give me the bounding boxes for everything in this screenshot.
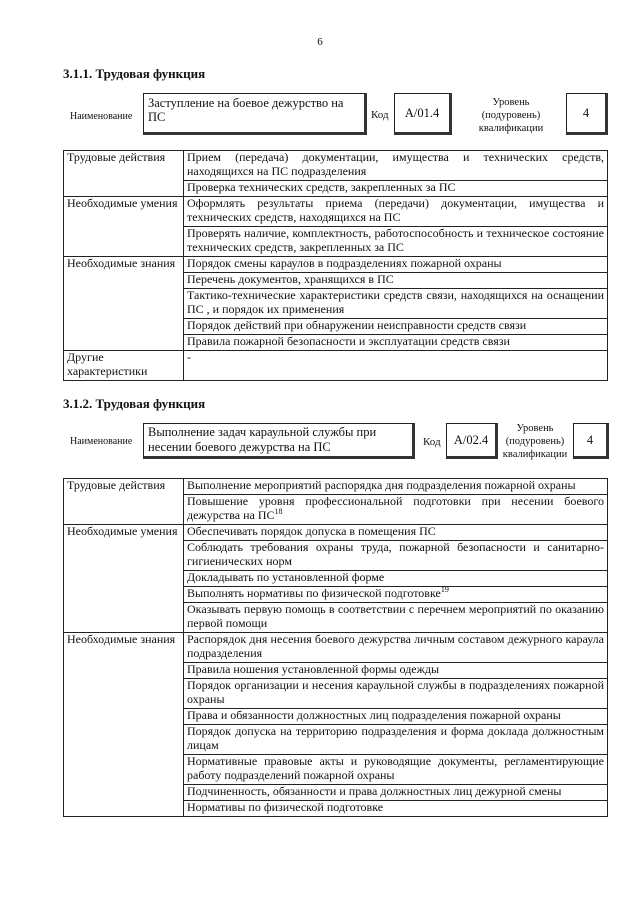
code-value: А/01.4 [404,106,440,120]
level-label [466,96,556,135]
footnote-mark: 19 [440,585,449,594]
table-cell: Выполнение мероприятий распорядка дня подразделения пожарной охраны [184,479,608,495]
level-value: 4 [582,106,590,120]
table-row [64,197,608,227]
row-label: Необходимые знания [64,257,184,351]
table-cell: Тактико-технические характеристики средств связи, находящихся на оснащении ПС , и порядок их применения [184,289,608,319]
table-row [64,633,608,663]
table-cell: Оформлять результаты приема (передачи) документации, имущества и технических средств, находящихся на ПС [184,197,608,227]
row-label: Необходимые знания [64,633,184,817]
table-cell: Обеспечивать порядок допуска в помещения ПС [184,525,608,541]
table-cell: Нормативные правовые акты и руководящие документы, регламентирующие работу подразделений пожарной охраны [184,755,608,785]
name-label: Наименование [70,111,133,122]
row-label: Необходимые умения [64,197,184,257]
level-box [573,423,609,459]
table-cell: Нормативы по физической подготовке [184,801,608,817]
section-heading: 3.1.2. Трудовая функция [63,396,206,411]
section-heading: 3.1.1. Трудовая функция [63,66,206,81]
table-cell: Проверка технических средств, закрепленных за ПС [184,181,608,197]
table-cell: Порядок допуска на территорию подразделения и форма доклада должностным лицам [184,725,608,755]
cell-text: Выполнять нормативы по физической подготовке [187,586,441,600]
footnote-mark: 18 [274,506,283,516]
table-cell: Прием (передача) документации, имущества и технических средств, находящихся на ПС подразделения [184,151,608,181]
code-box [446,423,498,459]
function-name-box [143,423,415,459]
level-label-line: (подуровень) [481,110,541,121]
table-cell: Правила ношения установленной формы одежды [184,663,608,679]
table-cell: Порядок организации и несения караульной службы в подразделениях пожарной охраны [184,679,608,709]
level-label-line: квалификации [502,449,568,460]
row-label: Трудовые действия [64,151,184,197]
function-table [63,478,608,817]
table-cell [184,495,608,525]
table-cell: Перечень документов, хранящихся в ПС [184,273,608,289]
table-cell: Порядок смены караулов в подразделениях пожарной охраны [184,257,608,273]
level-label [500,422,570,461]
row-label: Трудовые действия [64,479,184,525]
level-label-line: Уровень [516,423,554,434]
table-cell: - [184,351,608,381]
level-label-line: квалификации [478,123,544,134]
code-label: Код [371,109,389,121]
table-row [64,257,608,273]
code-label: Код [423,436,441,448]
function-name: Выполнение задач караульной службы при несении боевого дежурства на ПС [148,425,377,454]
table-row [64,351,608,381]
level-label-line: Уровень [492,97,530,108]
cell-text: Повышение уровня профессиональной подготовки при несении боевого дежурства на ПС [187,494,604,522]
function-table [63,150,608,381]
table-cell: Порядок действий при обнаружении неисправности средств связи [184,319,608,335]
code-box [394,93,452,135]
table-row [64,479,608,495]
table-cell [184,587,608,603]
table-cell: Докладывать по установленной форме [184,571,608,587]
row-label: Другие характеристики [64,351,184,381]
level-value: 4 [586,433,594,447]
page-number: 6 [317,36,323,48]
name-label: Наименование [70,436,133,447]
code-value: А/02.4 [453,433,489,447]
table-cell: Соблюдать требования охраны труда, пожарной безопасности и санитарно-гигиенических норм [184,541,608,571]
function-name-box [143,93,367,135]
table-cell: Оказывать первую помощь в соответствии с перечнем мероприятий по оказанию первой помощи [184,603,608,633]
table-row [64,151,608,181]
table-cell: Правила пожарной безопасности и эксплуатации средств связи [184,335,608,351]
table-cell: Права и обязанности должностных лиц подразделения пожарной охраны [184,709,608,725]
table-cell: Проверять наличие, комплектность, работоспособность и техническое состояние технических средств, закрепленных за ПС [184,227,608,257]
table-cell: Подчиненность, обязанности и права должностных лиц дежурной смены [184,785,608,801]
row-label: Необходимые умения [64,525,184,633]
level-label-line: (подуровень) [505,436,565,447]
level-box [566,93,608,135]
table-cell: Распорядок дня несения боевого дежурства личным составом дежурного караула подразделения [184,633,608,663]
function-name: Заступление на боевое дежурство на ПС [148,96,344,124]
table-row [64,525,608,541]
